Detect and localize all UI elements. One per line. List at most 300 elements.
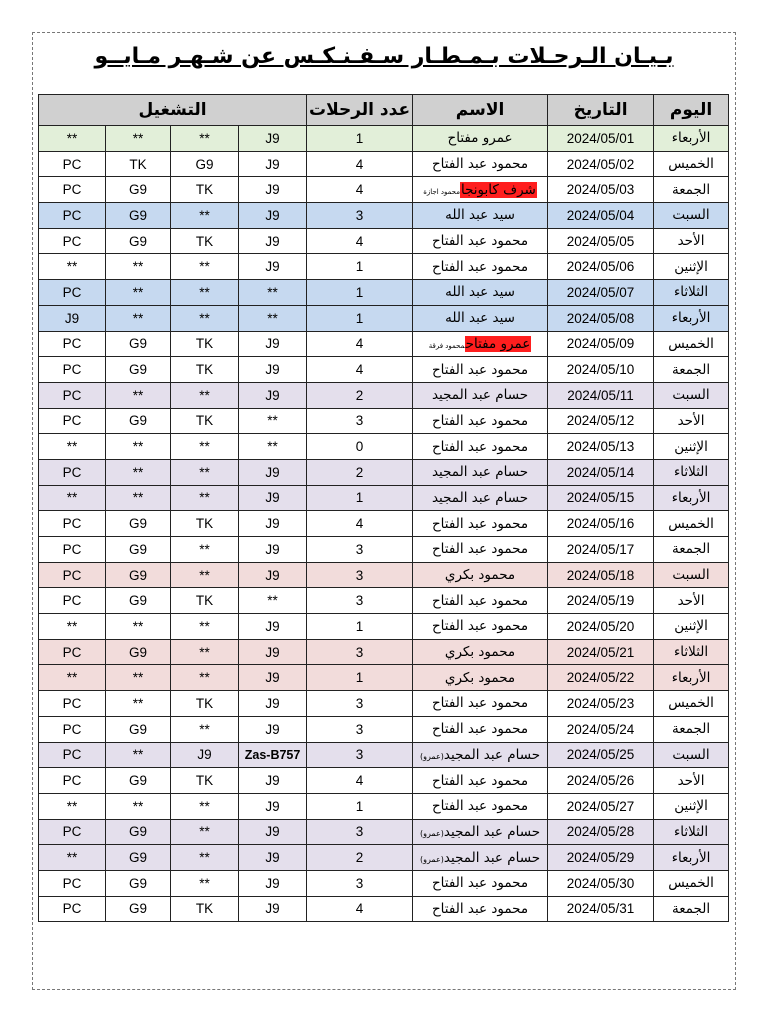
- date-cell: 2024/05/25: [548, 742, 654, 768]
- header-name: الاسم: [413, 95, 548, 126]
- operation-cell: TK: [171, 177, 239, 203]
- name-note: (عمرو): [419, 854, 444, 864]
- operation-cell: J9: [239, 254, 307, 280]
- date-cell: 2024/05/31: [548, 896, 654, 922]
- name-text: حسام عبد المجيد: [431, 464, 529, 481]
- day-cell: الخميس: [654, 870, 729, 896]
- date-cell: 2024/05/11: [548, 382, 654, 408]
- count-cell: 1: [307, 280, 413, 306]
- day-cell: الثلاثاء: [654, 280, 729, 306]
- operation-cell: G9: [106, 511, 171, 537]
- count-cell: 3: [307, 742, 413, 768]
- operation-cell: J9: [39, 305, 106, 331]
- date-cell: 2024/05/20: [548, 614, 654, 640]
- name-cell: [413, 845, 548, 871]
- operation-cell: TK: [171, 228, 239, 254]
- table-row: [39, 511, 729, 537]
- day-cell: الثلاثاء: [654, 639, 729, 665]
- operation-cell: **: [106, 280, 171, 306]
- operation-cell: **: [39, 434, 106, 460]
- name-text: سيد عبد الله: [445, 284, 515, 301]
- date-cell: 2024/05/18: [548, 562, 654, 588]
- day-cell: السبت: [654, 203, 729, 229]
- name-cell: [413, 511, 548, 537]
- operation-cell: **: [171, 793, 239, 819]
- name-text: حسام عبد المجيد: [443, 746, 541, 763]
- operation-cell: PC: [39, 151, 106, 177]
- operation-cell: **: [171, 434, 239, 460]
- date-cell: 2024/05/17: [548, 537, 654, 563]
- count-cell: 4: [307, 511, 413, 537]
- name-text: محمود عبد الفتاح: [431, 412, 529, 429]
- day-cell: الأحد: [654, 588, 729, 614]
- operation-cell: **: [106, 382, 171, 408]
- operation-cell: **: [171, 537, 239, 563]
- operation-cell: **: [239, 280, 307, 306]
- day-cell: الأربعاء: [654, 845, 729, 871]
- date-cell: 2024/05/24: [548, 716, 654, 742]
- table-row: [39, 819, 729, 845]
- name-cell: [413, 562, 548, 588]
- operation-cell: **: [239, 305, 307, 331]
- operation-cell: **: [171, 305, 239, 331]
- table-row: [39, 896, 729, 922]
- count-cell: 3: [307, 588, 413, 614]
- operation-cell: J9: [239, 511, 307, 537]
- count-cell: 1: [307, 614, 413, 640]
- count-cell: 2: [307, 459, 413, 485]
- operation-cell: **: [106, 485, 171, 511]
- date-cell: 2024/05/10: [548, 357, 654, 383]
- table-row: [39, 485, 729, 511]
- count-cell: 4: [307, 151, 413, 177]
- table-row: [39, 537, 729, 563]
- operation-cell: **: [106, 254, 171, 280]
- operation-cell: PC: [39, 716, 106, 742]
- date-cell: 2024/05/16: [548, 511, 654, 537]
- count-cell: 2: [307, 382, 413, 408]
- operation-cell: PC: [39, 896, 106, 922]
- date-cell: 2024/05/15: [548, 485, 654, 511]
- day-cell: الإثنين: [654, 254, 729, 280]
- name-text: محمود عبد الفتاح: [431, 515, 529, 532]
- operation-cell: J9: [239, 126, 307, 152]
- table-row: [39, 665, 729, 691]
- operation-cell: **: [171, 203, 239, 229]
- name-cell: [413, 228, 548, 254]
- operation-cell: PC: [39, 742, 106, 768]
- operation-cell: G9: [106, 588, 171, 614]
- operation-cell: G9: [106, 819, 171, 845]
- operation-cell: G9: [171, 151, 239, 177]
- table-row: [39, 459, 729, 485]
- name-cell: [413, 819, 548, 845]
- day-cell: الإثنين: [654, 614, 729, 640]
- operation-cell: **: [171, 845, 239, 871]
- operation-cell: J9: [239, 485, 307, 511]
- operation-cell: **: [106, 691, 171, 717]
- count-cell: 1: [307, 305, 413, 331]
- name-cell: [413, 485, 548, 511]
- operation-cell: J9: [239, 691, 307, 717]
- operation-cell: PC: [39, 459, 106, 485]
- date-cell: 2024/05/21: [548, 639, 654, 665]
- name-text: حسام عبد المجيد: [443, 823, 541, 840]
- operation-cell: **: [171, 665, 239, 691]
- operation-cell: **: [171, 485, 239, 511]
- day-cell: الثلاثاء: [654, 459, 729, 485]
- operation-cell: **: [171, 870, 239, 896]
- operation-cell: PC: [39, 562, 106, 588]
- table-row: [39, 588, 729, 614]
- count-cell: 3: [307, 537, 413, 563]
- name-text: محمود عبد الفتاح: [431, 798, 529, 815]
- operation-cell: PC: [39, 382, 106, 408]
- operation-cell: J9: [239, 357, 307, 383]
- name-text: محمود عبد الفتاح: [431, 900, 529, 917]
- operation-cell: PC: [39, 203, 106, 229]
- operation-cell: G9: [106, 177, 171, 203]
- name-text: سيد عبد الله: [445, 310, 515, 327]
- day-cell: الجمعة: [654, 177, 729, 203]
- operation-cell: TK: [171, 691, 239, 717]
- count-cell: 3: [307, 639, 413, 665]
- operation-cell: **: [239, 408, 307, 434]
- day-cell: السبت: [654, 562, 729, 588]
- operation-cell: **: [171, 382, 239, 408]
- operation-cell: PC: [39, 870, 106, 896]
- day-cell: الجمعة: [654, 896, 729, 922]
- operation-cell: **: [106, 793, 171, 819]
- operation-cell: TK: [171, 331, 239, 357]
- table-row: [39, 382, 729, 408]
- name-text: سيد عبد الله: [445, 207, 515, 224]
- date-cell: 2024/05/02: [548, 151, 654, 177]
- header-row: [39, 95, 729, 126]
- operation-cell: G9: [106, 562, 171, 588]
- operation-cell: **: [171, 639, 239, 665]
- operation-cell: TK: [106, 151, 171, 177]
- operation-cell: TK: [171, 408, 239, 434]
- count-cell: 1: [307, 126, 413, 152]
- operation-cell: G9: [106, 203, 171, 229]
- operation-cell: PC: [39, 537, 106, 563]
- date-cell: 2024/05/28: [548, 819, 654, 845]
- date-cell: 2024/05/08: [548, 305, 654, 331]
- date-cell: 2024/05/01: [548, 126, 654, 152]
- day-cell: السبت: [654, 742, 729, 768]
- name-text: محمود عبد الفتاح: [431, 233, 529, 250]
- operation-cell: G9: [106, 228, 171, 254]
- name-cell: [413, 254, 548, 280]
- operation-cell: J9: [239, 331, 307, 357]
- date-cell: 2024/05/19: [548, 588, 654, 614]
- operation-cell: PC: [39, 768, 106, 794]
- day-cell: الأربعاء: [654, 665, 729, 691]
- table-row: [39, 254, 729, 280]
- operation-cell: J9: [239, 819, 307, 845]
- table-row: [39, 203, 729, 229]
- operation-cell: J9: [239, 562, 307, 588]
- operation-cell: J9: [239, 203, 307, 229]
- operation-cell: **: [106, 434, 171, 460]
- operation-cell: J9: [239, 177, 307, 203]
- name-text: حسام عبد المجيد: [431, 387, 529, 404]
- date-cell: 2024/05/06: [548, 254, 654, 280]
- name-cell: [413, 742, 548, 768]
- date-cell: 2024/05/05: [548, 228, 654, 254]
- operation-cell: J9: [239, 896, 307, 922]
- count-cell: 3: [307, 819, 413, 845]
- operation-cell: TK: [171, 768, 239, 794]
- operation-cell: J9: [239, 665, 307, 691]
- operation-cell: **: [171, 562, 239, 588]
- operation-cell: PC: [39, 280, 106, 306]
- day-cell: الأربعاء: [654, 485, 729, 511]
- table-row: [39, 768, 729, 794]
- name-text: حسام عبد المجيد: [431, 489, 529, 506]
- name-text: محمود عبد الفتاح: [431, 618, 529, 635]
- day-cell: الجمعة: [654, 716, 729, 742]
- operation-cell: **: [171, 459, 239, 485]
- operation-cell: J9: [239, 768, 307, 794]
- operation-cell: **: [39, 845, 106, 871]
- operation-cell: PC: [39, 639, 106, 665]
- name-text: محمود عبد الفتاح: [431, 772, 529, 789]
- name-text: شرف كابونجا: [460, 181, 536, 198]
- operation-cell: G9: [106, 845, 171, 871]
- operation-cell: **: [39, 614, 106, 640]
- name-cell: [413, 151, 548, 177]
- operation-cell: TK: [171, 896, 239, 922]
- name-text: عمرو مفتاح: [447, 130, 513, 147]
- day-cell: الأحد: [654, 228, 729, 254]
- flights-table: [38, 94, 729, 922]
- name-cell: [413, 896, 548, 922]
- day-cell: الأربعاء: [654, 126, 729, 152]
- day-cell: الخميس: [654, 331, 729, 357]
- table-row: [39, 126, 729, 152]
- operation-cell: PC: [39, 819, 106, 845]
- operation-cell: PC: [39, 357, 106, 383]
- day-cell: الخميس: [654, 691, 729, 717]
- operation-cell: G9: [106, 537, 171, 563]
- operation-cell: G9: [106, 639, 171, 665]
- date-cell: 2024/05/04: [548, 203, 654, 229]
- count-cell: 0: [307, 434, 413, 460]
- day-cell: الجمعة: [654, 357, 729, 383]
- name-text: محمود عبد الفتاح: [431, 592, 529, 609]
- day-cell: الثلاثاء: [654, 819, 729, 845]
- name-cell: [413, 305, 548, 331]
- date-cell: 2024/05/30: [548, 870, 654, 896]
- table-row: [39, 845, 729, 871]
- name-text: محمود عبد الفتاح: [431, 875, 529, 892]
- page-title: بـيـان الـرحـلات بـمـطـار سـفـنـكـس عن شـهـر مـايــو: [94, 44, 674, 69]
- name-text: محمود عبد الفتاح: [431, 438, 529, 455]
- table-row: [39, 151, 729, 177]
- operation-cell: **: [171, 254, 239, 280]
- name-cell: [413, 665, 548, 691]
- count-cell: 2: [307, 845, 413, 871]
- name-cell: [413, 716, 548, 742]
- name-text: محمود عبد الفتاح: [431, 258, 529, 275]
- operation-cell: TK: [171, 588, 239, 614]
- operation-cell: PC: [39, 228, 106, 254]
- operation-cell: **: [239, 434, 307, 460]
- table-row: [39, 357, 729, 383]
- count-cell: 4: [307, 768, 413, 794]
- operation-cell: J9: [239, 151, 307, 177]
- name-text: محمود عبد الفتاح: [431, 541, 529, 558]
- operation-cell: **: [239, 588, 307, 614]
- name-cell: [413, 382, 548, 408]
- table-row: [39, 408, 729, 434]
- date-cell: 2024/05/09: [548, 331, 654, 357]
- name-text: محمود عبد الفتاح: [431, 695, 529, 712]
- name-text: محمود بكري: [444, 567, 516, 584]
- day-cell: الأحد: [654, 768, 729, 794]
- operation-cell: TK: [171, 357, 239, 383]
- operation-cell: PC: [39, 177, 106, 203]
- table-row: [39, 614, 729, 640]
- operation-cell: **: [171, 126, 239, 152]
- count-cell: 3: [307, 562, 413, 588]
- date-cell: 2024/05/03: [548, 177, 654, 203]
- name-text: عمرو مفتاح: [465, 335, 531, 352]
- operation-cell: J9: [239, 639, 307, 665]
- name-text: محمود عبد الفتاح: [431, 156, 529, 173]
- count-cell: 1: [307, 485, 413, 511]
- name-cell: [413, 691, 548, 717]
- date-cell: 2024/05/13: [548, 434, 654, 460]
- operation-cell: **: [106, 126, 171, 152]
- operation-cell: G9: [106, 331, 171, 357]
- date-cell: 2024/05/07: [548, 280, 654, 306]
- count-cell: 4: [307, 331, 413, 357]
- table-row: [39, 177, 729, 203]
- count-cell: 3: [307, 716, 413, 742]
- operation-cell: J9: [239, 614, 307, 640]
- day-cell: الجمعة: [654, 537, 729, 563]
- table-row: [39, 305, 729, 331]
- operation-cell: **: [171, 280, 239, 306]
- count-cell: 4: [307, 177, 413, 203]
- name-cell: [413, 537, 548, 563]
- operation-cell: G9: [106, 768, 171, 794]
- operation-cell: J9: [239, 459, 307, 485]
- date-cell: 2024/05/29: [548, 845, 654, 871]
- name-cell: [413, 408, 548, 434]
- day-cell: السبت: [654, 382, 729, 408]
- count-cell: 1: [307, 793, 413, 819]
- date-cell: 2024/05/26: [548, 768, 654, 794]
- operation-cell: **: [106, 742, 171, 768]
- operation-cell: **: [106, 614, 171, 640]
- name-text: محمود عبد الفتاح: [431, 721, 529, 738]
- table-body: [39, 126, 729, 922]
- name-note: محمود اجازة: [423, 187, 460, 196]
- operation-cell: J9: [239, 870, 307, 896]
- header-operation: التشغيل: [39, 95, 307, 126]
- day-cell: الأحد: [654, 408, 729, 434]
- header-day: اليوم: [654, 95, 729, 126]
- table-row: [39, 434, 729, 460]
- name-cell: [413, 203, 548, 229]
- operation-cell: **: [39, 793, 106, 819]
- operation-cell: J9: [239, 793, 307, 819]
- operation-cell: G9: [106, 870, 171, 896]
- name-cell: [413, 614, 548, 640]
- count-cell: 4: [307, 228, 413, 254]
- operation-cell: G9: [106, 716, 171, 742]
- operation-cell: **: [171, 614, 239, 640]
- operation-cell: J9: [171, 742, 239, 768]
- date-cell: 2024/05/27: [548, 793, 654, 819]
- count-cell: 3: [307, 408, 413, 434]
- operation-cell: PC: [39, 408, 106, 434]
- name-cell: [413, 459, 548, 485]
- count-cell: 1: [307, 254, 413, 280]
- table-row: [39, 562, 729, 588]
- table-row: [39, 742, 729, 768]
- operation-cell: G9: [106, 896, 171, 922]
- name-cell: [413, 177, 548, 203]
- header-date: التاريخ: [548, 95, 654, 126]
- name-cell: [413, 357, 548, 383]
- count-cell: 4: [307, 357, 413, 383]
- operation-cell: TK: [171, 511, 239, 537]
- date-cell: 2024/05/22: [548, 665, 654, 691]
- operation-cell: J9: [239, 228, 307, 254]
- header-count: عدد الرحلات: [307, 95, 413, 126]
- count-cell: 3: [307, 870, 413, 896]
- name-cell: [413, 793, 548, 819]
- operation-cell: J9: [239, 716, 307, 742]
- count-cell: 4: [307, 896, 413, 922]
- operation-cell: **: [171, 716, 239, 742]
- table-row: [39, 331, 729, 357]
- table-row: [39, 716, 729, 742]
- table-row: [39, 228, 729, 254]
- operation-cell: **: [39, 254, 106, 280]
- operation-cell: **: [39, 485, 106, 511]
- name-text: محمود بكري: [444, 669, 516, 686]
- operation-cell: J9: [239, 845, 307, 871]
- operation-cell: J9: [239, 382, 307, 408]
- name-cell: [413, 768, 548, 794]
- operation-cell: **: [39, 126, 106, 152]
- name-note: (عمرو): [419, 751, 444, 761]
- date-cell: 2024/05/23: [548, 691, 654, 717]
- table-row: [39, 691, 729, 717]
- name-text: محمود بكري: [444, 644, 516, 661]
- day-cell: الإثنين: [654, 793, 729, 819]
- date-cell: 2024/05/14: [548, 459, 654, 485]
- table-row: [39, 639, 729, 665]
- name-text: محمود عبد الفتاح: [431, 361, 529, 378]
- count-cell: 3: [307, 691, 413, 717]
- name-note: محمود فرقة: [428, 341, 465, 350]
- operation-cell: **: [39, 665, 106, 691]
- name-text: حسام عبد المجيد: [443, 849, 541, 866]
- table-row: [39, 870, 729, 896]
- name-cell: [413, 280, 548, 306]
- operation-cell: G9: [106, 357, 171, 383]
- day-cell: الأربعاء: [654, 305, 729, 331]
- name-cell: [413, 588, 548, 614]
- operation-cell: **: [106, 459, 171, 485]
